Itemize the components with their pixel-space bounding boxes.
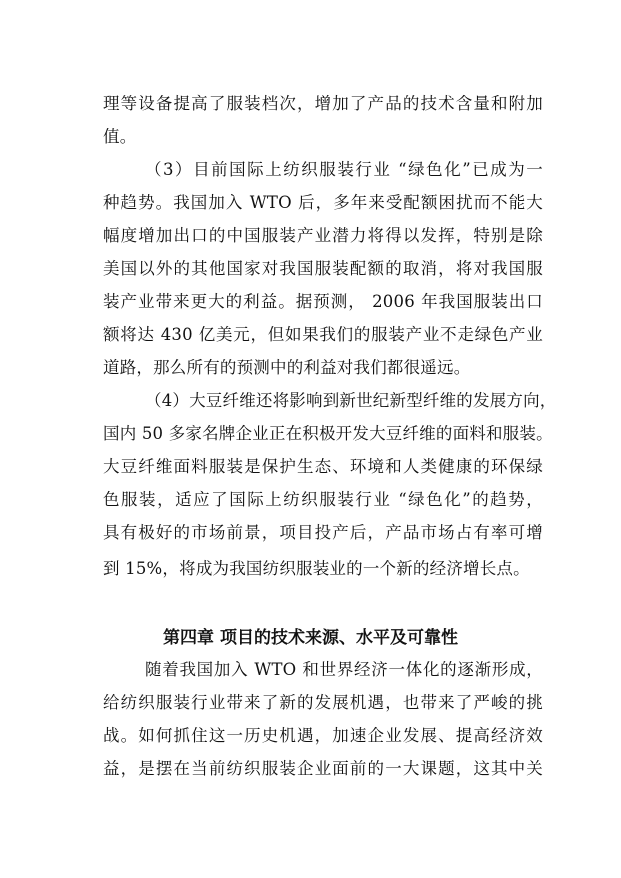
paragraph-line: 色服装，适应了国际上纺织服装行业 “绿色化”的趋势，	[103, 490, 543, 509]
paragraph-line: 给纺织服装行业带来了新的发展机遇，也带来了严峻的挑	[103, 693, 543, 712]
paragraph-line: 幅度增加出口的中国服装产业潜力将得以发挥，特别是除	[103, 226, 543, 245]
paragraph-line: 战。如何抓住这一历史机遇，加速企业发展、提高经济效	[103, 726, 543, 745]
paragraph-line: 值。	[103, 127, 137, 146]
paragraph-line: 道路，那么所有的预测中的利益对我们都很遥远。	[103, 358, 471, 377]
paragraph-line: 大豆纤维面料服装是保护生态、环境和人类健康的环保绿	[103, 457, 543, 476]
paragraph-line: 随着我国加入 WTO 和世界经济一体化的逐渐形成，	[145, 660, 543, 679]
paragraph-line: （3）目前国际上纺织服装行业 “绿色化”已成为一	[145, 160, 543, 179]
paragraph-line: 种趋势。我国加入 WTO 后，多年来受配额困扰而不能大	[103, 193, 543, 212]
paragraph-line: 美国以外的其他国家对我国服装配额的取消，将对我国服	[103, 259, 543, 278]
paragraph-line: 额将达 430 亿美元，但如果我们的服装产业不走绿色产业	[103, 325, 543, 344]
paragraph-line: 理等设备提高了服装档次，增加了产品的技术含量和附加	[103, 94, 543, 113]
chapter-heading: 第四章 项目的技术来源、水平及可靠性	[163, 628, 458, 648]
paragraph-line: 到 15%，将成为我国纺织服装业的一个新的经济增长点。	[103, 559, 530, 578]
paragraph-line: 装产业带来更大的利益。据预测， 2006 年我国服装出口	[103, 292, 543, 311]
paragraph-line: 益，是摆在当前纺织服装企业面前的一大课题，这其中关	[103, 759, 543, 778]
paragraph-line: 具有极好的市场前景，项目投产后，产品市场占有率可增	[103, 523, 543, 542]
paragraph-line: （4）大豆纤维还将影响到新世纪新型纤维的发展方向，	[145, 391, 557, 410]
paragraph-line: 国内 50 多家名牌企业正在积极开发大豆纤维的面料和服装。	[103, 424, 553, 443]
